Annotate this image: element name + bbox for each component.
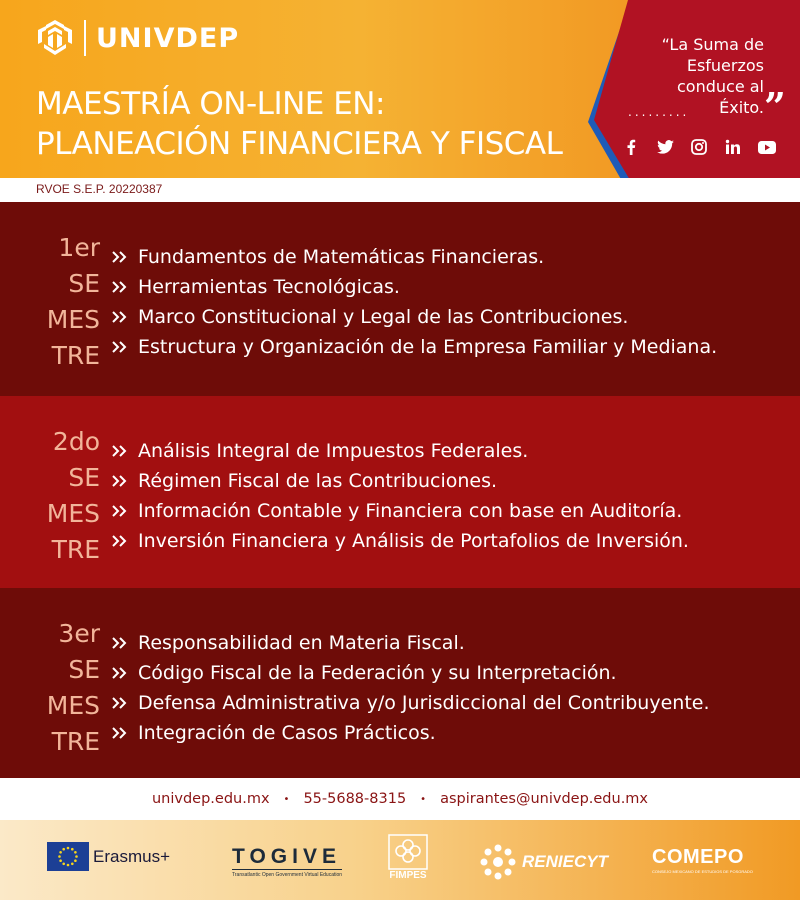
semester-label (47, 230, 100, 374)
social-links (622, 138, 776, 156)
email-link[interactable]: aspirantes@univdep.edu.mx (440, 791, 649, 807)
togive-subtitle: Transatlantic Open Government Virtual Education (232, 869, 342, 878)
subject-item (112, 658, 710, 688)
semester-label (47, 616, 100, 760)
brand-logo[interactable] (34, 18, 239, 58)
double-chevron-icon (112, 340, 128, 354)
semester-1-section (0, 202, 800, 396)
subject-item (112, 242, 717, 272)
subject-list (112, 628, 710, 748)
double-chevron-icon (112, 696, 128, 710)
quote-line-2: Esfuerzos (686, 56, 764, 75)
facebook-icon[interactable] (622, 138, 640, 156)
reniecyt-text: RENIECYT (522, 852, 608, 871)
semester-label-line: MES (46, 691, 100, 720)
separator-dot: • (283, 793, 290, 805)
partner-logos-footer (0, 820, 800, 900)
linkedin-icon[interactable] (724, 138, 742, 156)
subject-item (112, 466, 689, 496)
semester-label-line: SE (68, 463, 100, 492)
fimpes-emblem-icon (388, 834, 428, 870)
semester-label (47, 424, 100, 568)
separator-dot: • (420, 793, 427, 805)
twitter-icon[interactable] (656, 138, 674, 156)
subject-text: Código Fiscal de la Federación y su Interpretación. (138, 662, 617, 684)
subject-text: Responsabilidad en Materia Fiscal. (138, 632, 465, 654)
quote-line-1: “La Suma de (661, 35, 764, 54)
subject-item (112, 628, 710, 658)
semester-label-line: TRE (51, 535, 100, 564)
semester-label-line: 2do (52, 427, 100, 456)
quote-line-3: conduce al (677, 77, 764, 96)
quote-close-mark: ” (764, 84, 786, 129)
subject-item (112, 688, 710, 718)
subject-text: Marco Constitucional y Legal de las Contribuciones. (138, 306, 629, 328)
fimpes-text: FIMPES (389, 870, 427, 881)
subject-text: Herramientas Tecnológicas. (138, 276, 400, 298)
subject-item (112, 302, 717, 332)
semester-label-line: SE (68, 269, 100, 298)
subject-item (112, 332, 717, 362)
semester-label-line: 1er (58, 233, 100, 262)
reniecyt-logo (478, 842, 608, 882)
double-chevron-icon (112, 666, 128, 680)
double-chevron-icon (112, 504, 128, 518)
comepo-text: COMEPO (652, 846, 744, 868)
semester-label-line: SE (68, 655, 100, 684)
quote-line-4: Éxito. (719, 98, 764, 117)
double-chevron-icon (112, 250, 128, 264)
double-chevron-icon (112, 444, 128, 458)
semester-label-line: TRE (51, 341, 100, 370)
semester-3-section (0, 588, 800, 778)
erasmus-logo (47, 842, 170, 871)
rvoe-text: RVOE S.E.P. 20220387 (36, 182, 163, 196)
subject-text: Inversión Financiera y Análisis de Portafolios de Inversión. (138, 530, 689, 552)
title-line-1: MAESTRÍA ON-LINE EN: (36, 86, 385, 122)
reniecyt-emblem-icon (478, 842, 518, 882)
subject-text: Información Contable y Financiera con base en Auditoría. (138, 500, 683, 522)
subject-text: Defensa Administrativa y/o Jurisdiccional del Contribuyente. (138, 692, 710, 714)
subject-text: Análisis Integral de Impuestos Federales. (138, 440, 529, 462)
semester-label-line: MES (46, 499, 100, 528)
instagram-icon[interactable] (690, 138, 708, 156)
subject-item (112, 718, 710, 748)
double-chevron-icon (112, 726, 128, 740)
youtube-icon[interactable] (758, 138, 776, 156)
subject-text: Estructura y Organización de la Empresa Familiar y Mediana. (138, 336, 718, 358)
quote-dots: ......... (628, 105, 690, 119)
semester-label-line: TRE (51, 727, 100, 756)
togive-logo (232, 845, 342, 878)
logo-divider (84, 20, 86, 56)
subject-text: Integración de Casos Prácticos. (138, 722, 436, 744)
erasmus-text: Erasmus+ (93, 846, 170, 866)
semester-label-line: MES (46, 305, 100, 334)
brand-name: UNIVDEP (96, 22, 240, 54)
subject-item (112, 436, 689, 466)
subject-list (112, 436, 689, 556)
togive-text: TOGIVE (232, 845, 341, 868)
subject-text: Régimen Fiscal de las Contribuciones. (138, 470, 498, 492)
subject-text: Fundamentos de Matemáticas Financieras. (138, 246, 545, 268)
double-chevron-icon (112, 534, 128, 548)
double-chevron-icon (112, 636, 128, 650)
double-chevron-icon (112, 280, 128, 294)
page-title (36, 84, 562, 164)
double-chevron-icon (112, 474, 128, 488)
semester-label-line: 3er (58, 619, 100, 648)
contact-bar (0, 778, 800, 820)
semester-2-section (0, 396, 800, 588)
fimpes-logo (388, 834, 428, 881)
double-chevron-icon (112, 310, 128, 324)
comepo-logo (652, 846, 753, 874)
univdep-logo-icon (34, 18, 76, 58)
phone-link[interactable]: 55-5688-8315 (303, 791, 407, 807)
subject-list (112, 242, 717, 362)
subject-item (112, 496, 689, 526)
comepo-subtitle: CONSEJO MEXICANO DE ESTUDIOS DE POSGRADO (652, 869, 753, 874)
title-line-2: PLANEACIÓN FINANCIERA Y FISCAL (36, 126, 563, 162)
subject-item (112, 526, 689, 556)
website-link[interactable]: univdep.edu.mx (151, 791, 270, 807)
subject-item (112, 272, 717, 302)
eu-flag-icon (47, 842, 89, 871)
